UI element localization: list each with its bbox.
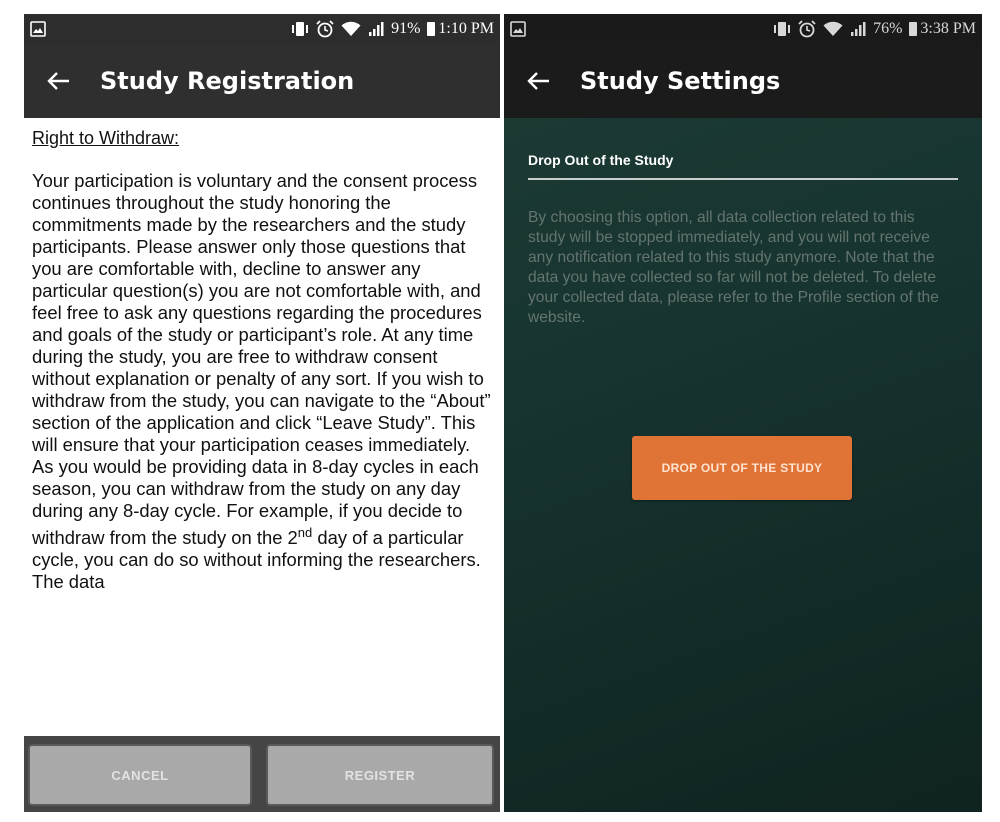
- ordinal-suffix: nd: [297, 525, 313, 540]
- withdraw-paragraph: [32, 170, 494, 593]
- wifi-icon: [823, 21, 843, 37]
- withdraw-text-main: Your participation is voluntary and the consent process continues throughout the study honoring the commitments made by the researchers and the study participants. Please answer only those questions that you are comfortable with, decline to answer any particular question(s) you are not comfortable with, and feel free to ask any questions regarding the procedures and goals of the study or participant’s role. At any time during the study, you are free to withdraw consent without explanation or penalty of any sort. If you wish to withdraw from the study, you can navigate to the “About” section of the application and click “Leave Study”. This will ensure that your participation ceases immediately. As you would be providing data in 8-day cycles in each season, you can withdraw from the study on any day during any 8-day cycle. For example, if you decide to withdraw from the study on the 2: [32, 170, 491, 549]
- app-bar: [504, 44, 982, 118]
- clock-time: 1:10 PM: [438, 20, 494, 37]
- signal-icon: [368, 21, 384, 37]
- study-registration-screen: [24, 14, 500, 812]
- clock-time: 3:38 PM: [920, 20, 976, 37]
- vibrate-icon: [773, 21, 791, 37]
- page-title: Study Settings: [580, 67, 781, 95]
- status-bar: [504, 14, 982, 44]
- button-bar: [24, 736, 500, 812]
- battery-icon: [427, 22, 435, 36]
- withdraw-text-rest: day of a particular cycle, you can do so without informing the researchers. The data: [32, 527, 481, 593]
- withdraw-heading: Right to Withdraw:: [32, 128, 180, 148]
- study-settings-screen: [504, 14, 982, 812]
- drop-out-button[interactable]: DROP OUT OF THE STUDY: [632, 436, 852, 500]
- cancel-button[interactable]: CANCEL: [28, 744, 252, 806]
- consent-content[interactable]: [24, 118, 500, 736]
- alarm-icon: [316, 20, 334, 38]
- wifi-icon: [341, 21, 361, 37]
- back-arrow-icon[interactable]: [24, 44, 94, 118]
- back-arrow-icon[interactable]: [504, 44, 574, 118]
- signal-icon: [850, 21, 866, 37]
- app-bar: [24, 44, 500, 118]
- section-heading: Drop Out of the Study: [528, 152, 674, 168]
- battery-percent: 76%: [873, 20, 903, 37]
- alarm-icon: [798, 20, 816, 38]
- register-button[interactable]: REGISTER: [266, 744, 494, 806]
- image-notification-icon: [510, 21, 526, 42]
- battery-icon: [909, 22, 917, 36]
- dropout-description: By choosing this option, all data collection related to this study will be stopped immediately, and you will not receive any notification related to this study anymore. Note that the data you have collected so far will not be deleted. To delete your collected data, please refer to the Profile section of the website.: [528, 209, 939, 326]
- vibrate-icon: [291, 21, 309, 37]
- image-notification-icon: [30, 21, 46, 42]
- divider: [528, 178, 958, 180]
- page-title: Study Registration: [100, 67, 355, 95]
- battery-percent: 91%: [391, 20, 421, 37]
- status-bar: [24, 14, 500, 44]
